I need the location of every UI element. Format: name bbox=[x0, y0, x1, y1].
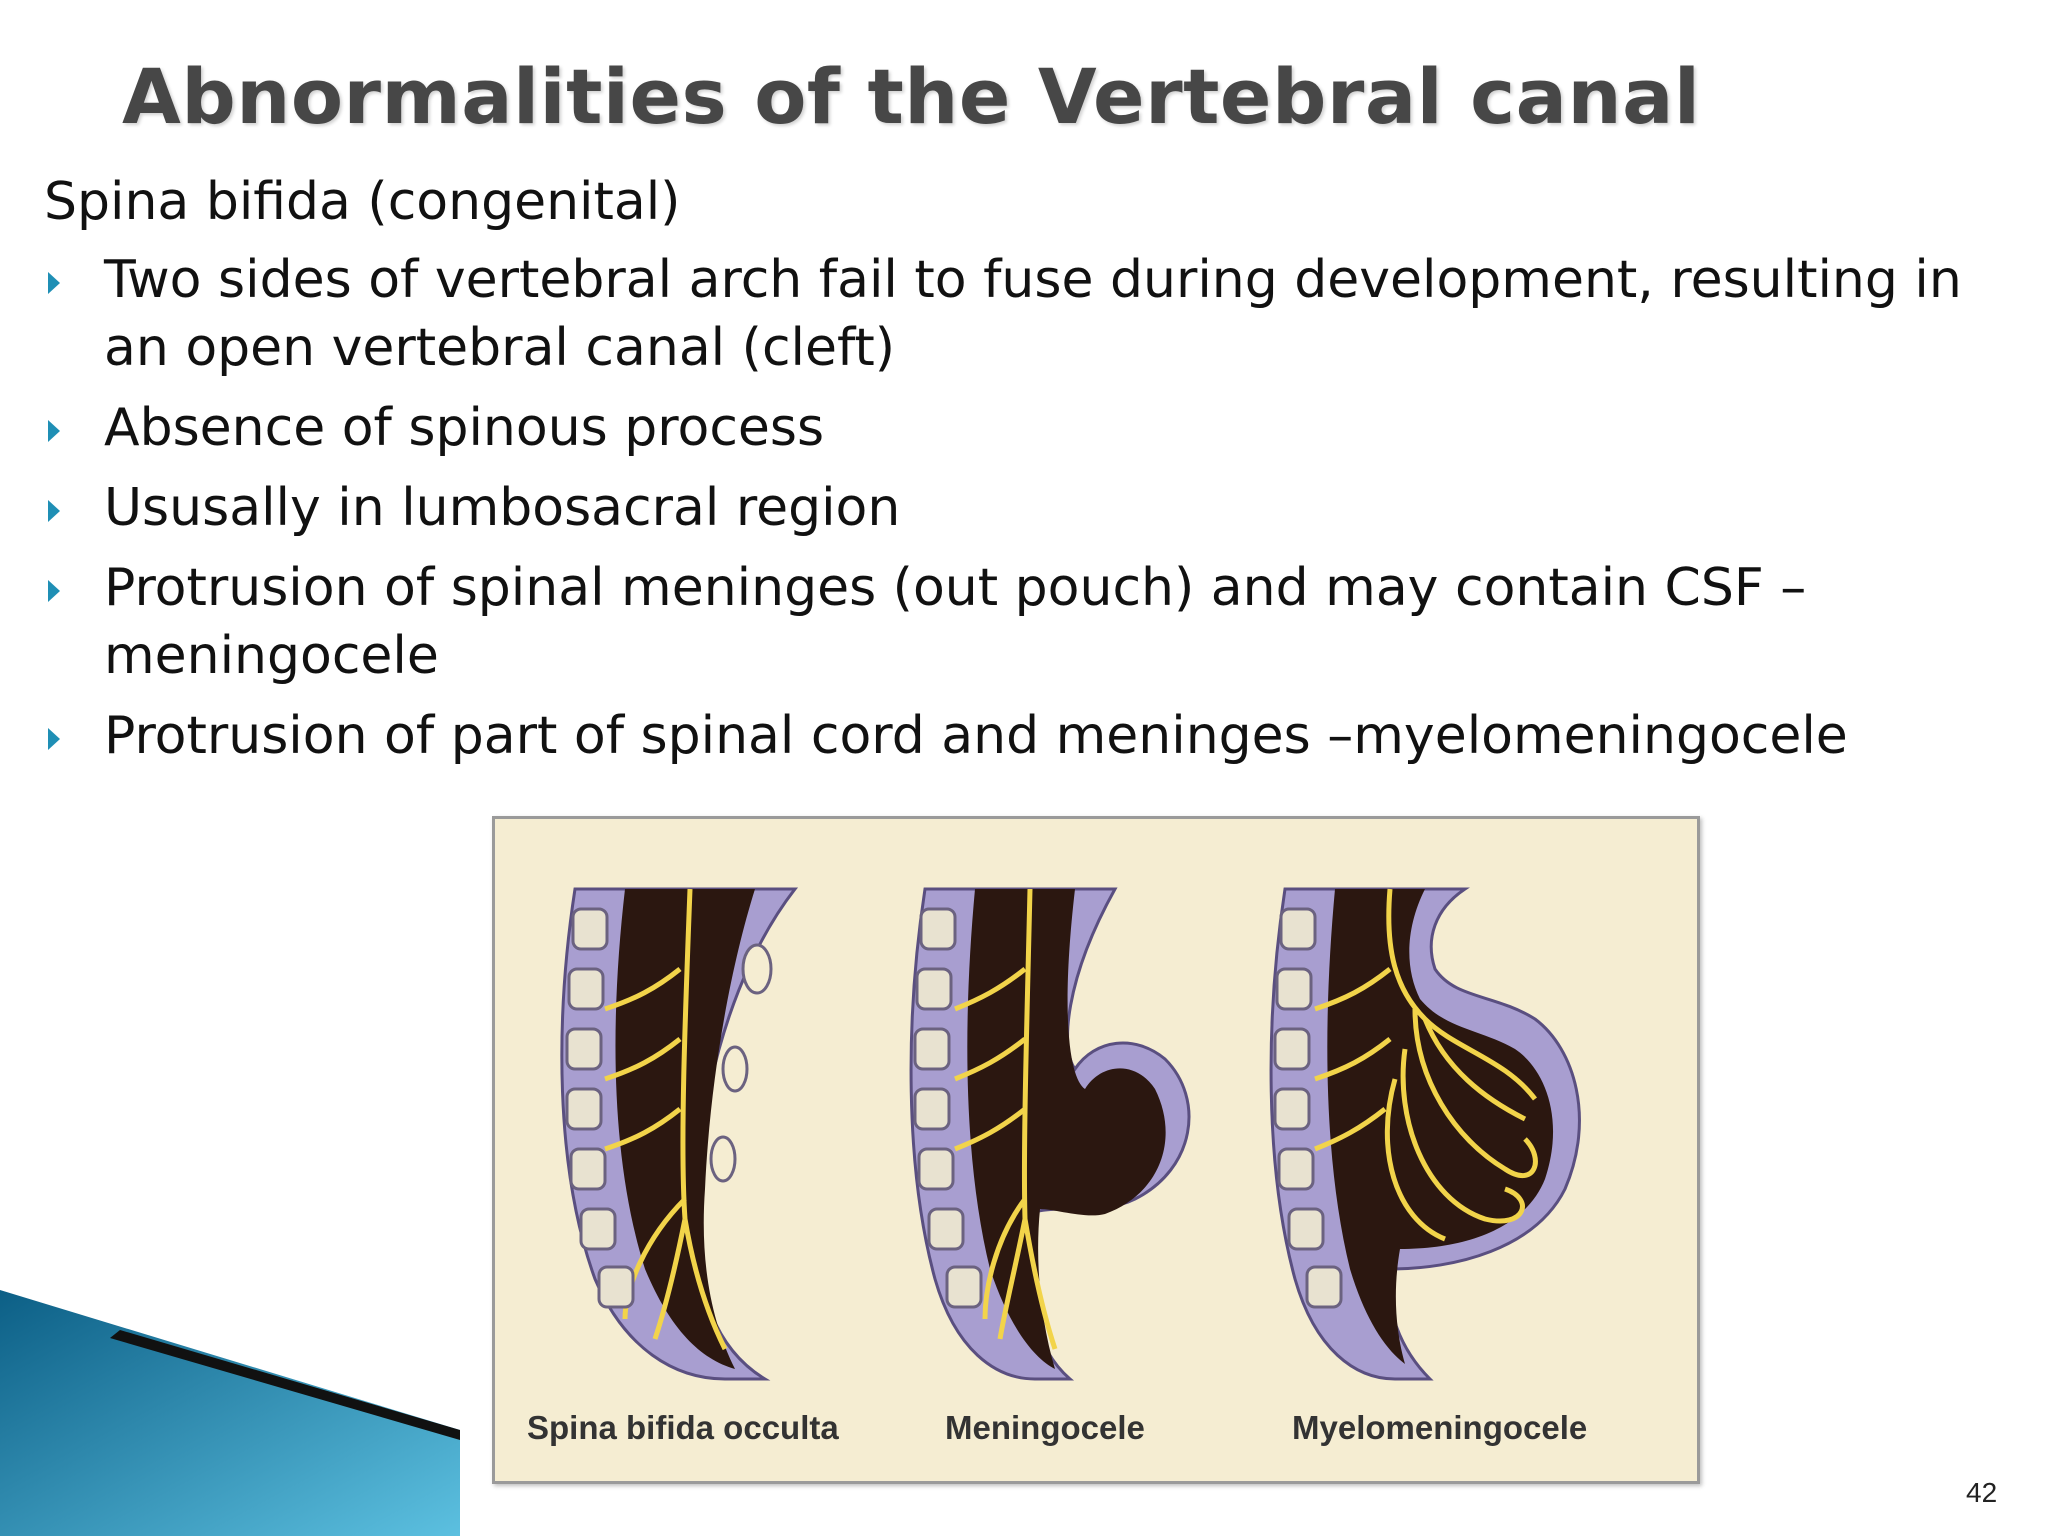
bullet-list bbox=[44, 246, 2034, 782]
slide-subtitle: Spina bifida (congenital) bbox=[44, 172, 681, 232]
meningocele-drawing bbox=[911, 889, 1189, 1379]
slide-title: Abnormalities of the Vertebral canal bbox=[122, 52, 1701, 141]
bullet-item bbox=[44, 702, 2034, 770]
caption-myelomeningocele: Myelomeningocele bbox=[1292, 1409, 1588, 1446]
bullet-item bbox=[44, 474, 2034, 542]
bullet-arrow-icon bbox=[48, 580, 60, 602]
bullet-text: Absence of spinous process bbox=[104, 398, 825, 458]
bullet-item bbox=[44, 246, 2034, 382]
bullet-text: Ususally in lumbosacral region bbox=[104, 478, 901, 538]
page-number: 42 bbox=[1966, 1477, 1998, 1508]
bullet-arrow-icon bbox=[48, 272, 60, 294]
bullet-arrow-icon bbox=[48, 420, 60, 442]
spina-bifida-illustration bbox=[492, 816, 1700, 1484]
corner-decoration bbox=[0, 1290, 460, 1540]
bullet-text: Protrusion of part of spinal cord and meninges –myelomeningocele bbox=[104, 706, 1848, 766]
spina-bifida-occulta-drawing bbox=[562, 889, 795, 1379]
bullet-item bbox=[44, 554, 2034, 690]
caption-meningocele: Meningocele bbox=[945, 1409, 1145, 1446]
bullet-text: Protrusion of spinal meninges (out pouch) and may contain CSF – meningocele bbox=[104, 558, 1807, 686]
myelomeningocele-drawing bbox=[1271, 889, 1579, 1379]
bullet-arrow-icon bbox=[48, 500, 60, 522]
bullet-text: Two sides of vertebral arch fail to fuse during development, resulting in an open vertebral canal (cleft) bbox=[104, 250, 1962, 378]
bullet-arrow-icon bbox=[48, 728, 60, 750]
bullet-item bbox=[44, 394, 2034, 462]
caption-spina-bifida-occulta: Spina bifida occulta bbox=[527, 1409, 839, 1446]
